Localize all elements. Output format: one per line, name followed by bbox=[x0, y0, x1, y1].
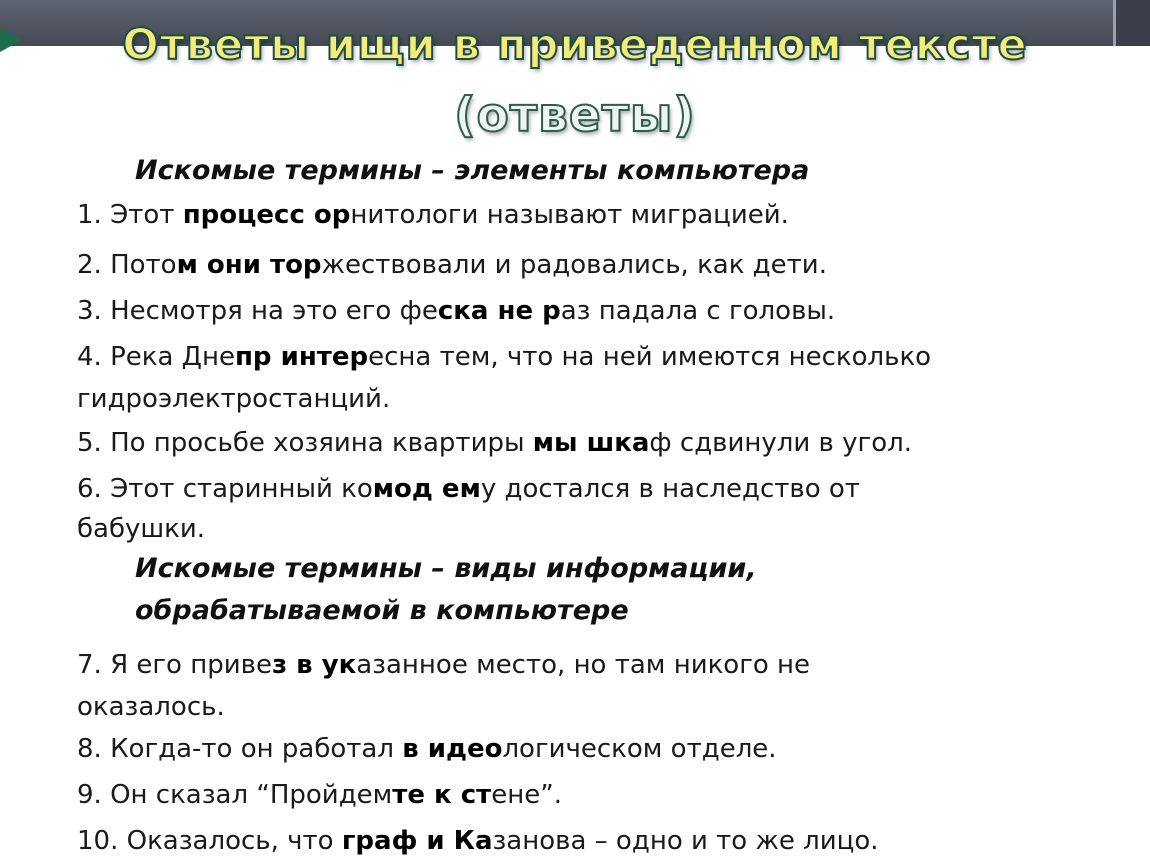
text-line: 5. По просьбе хозяина квартиры мы шкаф сдвинули в угол. bbox=[77, 428, 912, 458]
text-line: 1. Этот процесс орнитологи называют миграцией. bbox=[77, 200, 789, 230]
text-line: 8. Когда-то он работал в идеологическом отделе. bbox=[77, 734, 777, 764]
text-line: 2. Потом они торжествовали и радовались, как дети. bbox=[77, 250, 827, 280]
text-line: 10. Оказалось, что граф и Казанова – одно и то же лицо. bbox=[77, 826, 879, 856]
text-line: 4. Река Днепр интересна тем, что на ней имеются несколько bbox=[77, 342, 932, 372]
text-line: 9. Он сказал “Пройдемте к стене”. bbox=[77, 780, 562, 810]
text-line: 7. Я его привез в указанное место, но там никого не bbox=[77, 650, 811, 680]
text-line: 6. Этот старинный комод ему достался в наследство от bbox=[77, 474, 860, 504]
section-heading-computer-elements: Искомые термины – элементы компьютера bbox=[135, 155, 810, 186]
text-line: гидроэлектростанций. bbox=[77, 384, 391, 414]
slide-subtitle: (ответы) bbox=[454, 88, 696, 143]
text-line: бабушки. bbox=[77, 514, 206, 544]
text-line: оказалось. bbox=[77, 692, 225, 722]
slide-title: Ответы ищи в приведенном тексте bbox=[122, 20, 1028, 70]
text-line: 3. Несмотря на это его феска не раз падала с головы. bbox=[77, 296, 836, 326]
section-heading-information-types: Искомые термины – виды информации, обрабатываемой в компьютере bbox=[135, 553, 757, 626]
